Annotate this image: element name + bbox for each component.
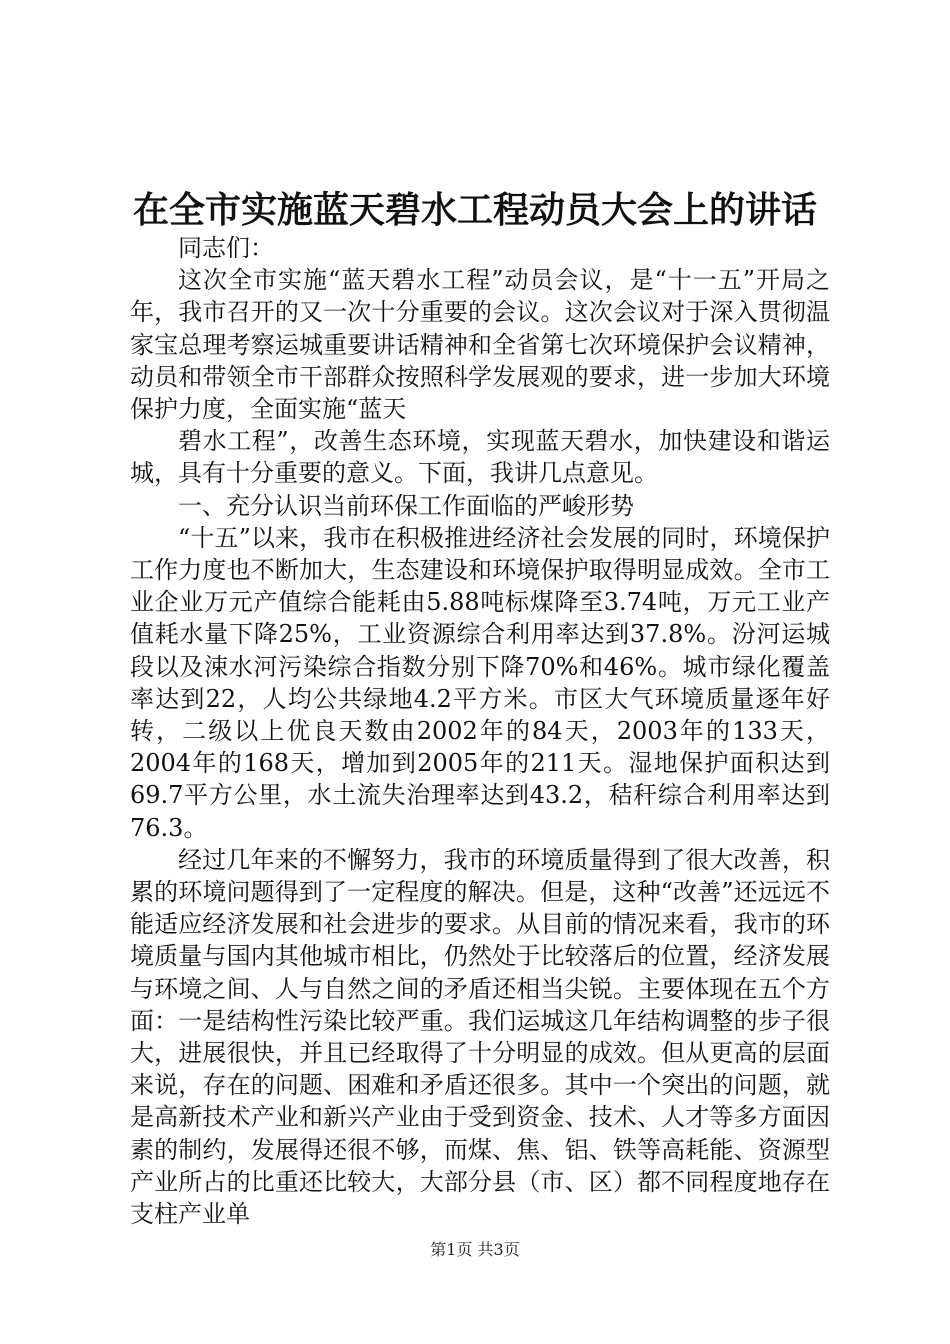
paragraph-intro: 这次全市实施“蓝天碧水工程”动员会议，是“十一五”开局之年，我市召开的又一次十分重要的会议。这次会议对于深入贯彻温家宝总理考察运城重要讲话精神和全省第七次环境保护会议精神，动员和带领全市干部群众按照科学发展观的要求，进一步加大环境保护力度，全面实施“蓝天 xyxy=(130,266,830,424)
paragraph-problems: 经过几年来的不懈努力，我市的环境质量得到了很大改善，积累的环境问题得到了一定程度的解决。但是，这种“改善”还远远不能适应经济发展和社会进步的要求。从目前的情况来看，我市的环境质量与国内其他城市相比，仍然处于比较落后的位置，经济发展与环境之间、人与自然之间的矛盾还相当尖锐。主要体现在五个方面：一是结构性污染比较严重。我们运城这几年结构调整的步子很大，进展很快，并且已经取得了十分明显的成效。但从更高的层面来说，存在的问题、困难和矛盾还很多。其中一个突出的问题，就是高新技术产业和新兴产业由于受到资金、技术、人才等多方面因素的制约，发展得还很不够，而煤、焦、铝、铁等高耗能、资源型产业所占的比重还比较大，大部分县（市、区）都不同程度地存在支柱产业单 xyxy=(130,845,830,1229)
section-heading: 一、充分认识当前环保工作面临的严峻形势 xyxy=(178,491,634,520)
paragraph-intro-continued: 碧水工程”，改善生态环境，实现蓝天碧水，加快建设和谐运城，具有十分重要的意义。下面，我讲几点意见。 xyxy=(130,427,830,488)
document-title: 在全市实施蓝天碧水工程动员大会上的讲话 xyxy=(132,189,817,231)
salutation: 同志们： xyxy=(178,234,274,262)
document-body xyxy=(130,232,830,1230)
page-footer: 第1页 共3页 xyxy=(430,1240,520,1259)
paragraph-achievements: “十五”以来，我市在积极推进经济社会发展的同时，环境保护工作力度也不断加大，生态建设和环境保护取得明显成效。全市工业企业万元产值综合能耗由5.88吨标煤降至3.74吨，万元工业产值耗水量下降25%，工业资源综合利用率达到37.8%。汾河运城段以及涑水河污染综合指数分别下降70%和46%。城市绿化覆盖率达到22，人均公共绿地4.2平方米。市区大气环境质量逐年好转，二级以上优良天数由2002年的84天，2003年的133天，2004年的168天，增加到2005年的211天。湿地保护面积达到69.7平方公里，水土流失治理率达到43.2，秸秆综合利用率达到76.3。 xyxy=(130,523,830,842)
